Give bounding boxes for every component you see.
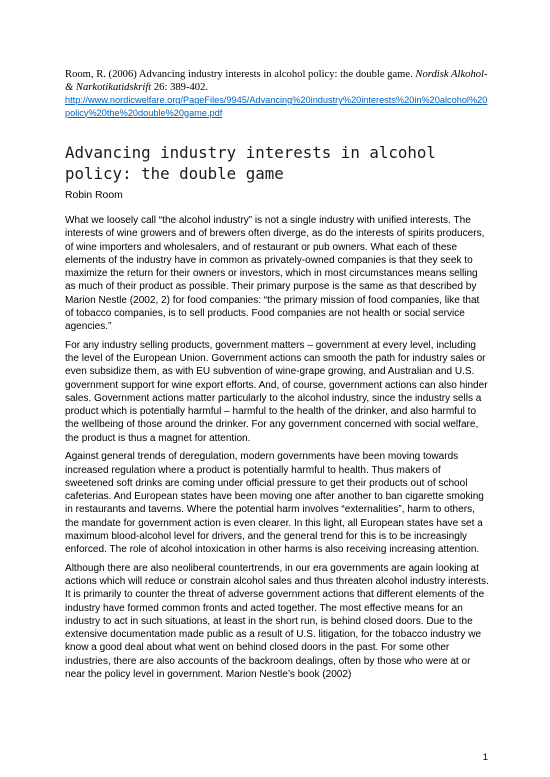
citation (65, 68, 490, 119)
citation-volume-pages: 26: 389-402. (151, 82, 209, 93)
body-text (65, 214, 490, 687)
paragraph: For any industry selling products, government matters – government at every level, including the level of the European Union. Government actions can smooth the path for industry sales or even subsidize them, as with EU subvention of wine-grape growing, and Australian and U.S. government support for wine export efforts. And, of course, government actions can also hinder sales. Government actions matter particularly to the alcohol industry, since the industry sells a product which is potentially harmful – harmful to the health of the drinker, and also harmful to the wellbeing of those around the drinker. For any government concerned with social welfare, the product is thus a magnet for attention. (65, 339, 488, 444)
page-title: Advancing industry interests in alcohol policy: the double game (65, 143, 436, 183)
paragraph: Although there are also neoliberal countertrends, in our era governments are again looking at actions which will reduce or constrain alcohol sales and thus threaten alcohol industry interests. It is primarily to counter the threat of adverse government actions that different elements of the industry have formed common fronts and acted together. The most effective means for an industry to act in such situations, at least in the short run, is behind closed doors. Due to the extensive documentation made public as a result of U.S. litigation, for the tobacco industry we know a good deal about what went on behind closed doors in the past. For some other industries, there are also accounts of the backroom dealings, often by those who were at or near the policy level in government. Marion Nestle’s book (2002) (65, 562, 489, 680)
paragraph: What we loosely call “the alcohol industry” is not a single industry with unified interests. The interests of wine growers and of brewers often diverge, as do the interests of spirits producers, of wine importers and wholesalers, and of restaurant or pub owners. What each of these elements of the industry have in common as privately-owned companies is that they seek to maximize the return for their owners or investors, which in most circumstances means selling as much of their product as possible. Their primary purpose is the same as that described by Marion Nestle (2002, 2) for food companies: “the primary mission of food companies, like that of tobacco companies, is to sell products. Food companies are not health or social service agencies.” (65, 215, 485, 332)
author-name: Robin Room (65, 190, 123, 201)
citation-url-link[interactable]: http://www.nordicwelfare.org/PageFiles/9945/Advancing%20industry%20interests%20in%20alcohol%20policy%20the%20double%20game.pdf (65, 95, 488, 118)
paragraph: Against general trends of deregulation, modern governments have been moving towards increased regulation where a product is potentially harmful to health. Thus makers of sweetened soft drinks are coming under official pressure to get their products out of school cafeterias. And European states have been moving one after another to ban cigarette smoking in restaurants and taverns. Where the potential harm involves “externalities”, harm to others, the mandate for government action is even clearer. In this light, all European states have set a maximum blood-alcohol level for drivers, and the general trend for this is to be increasingly enforced. The role of alcohol intoxication in other harms is also receiving increasing attention. (65, 451, 484, 555)
citation-journal: Nordisk Alkohol- & Narkotikatidskrift (65, 69, 488, 93)
citation-text: Room, R. (2006) Advancing industry interests in alcohol policy: the double game. (65, 69, 416, 80)
page-number: 1 (482, 752, 488, 763)
